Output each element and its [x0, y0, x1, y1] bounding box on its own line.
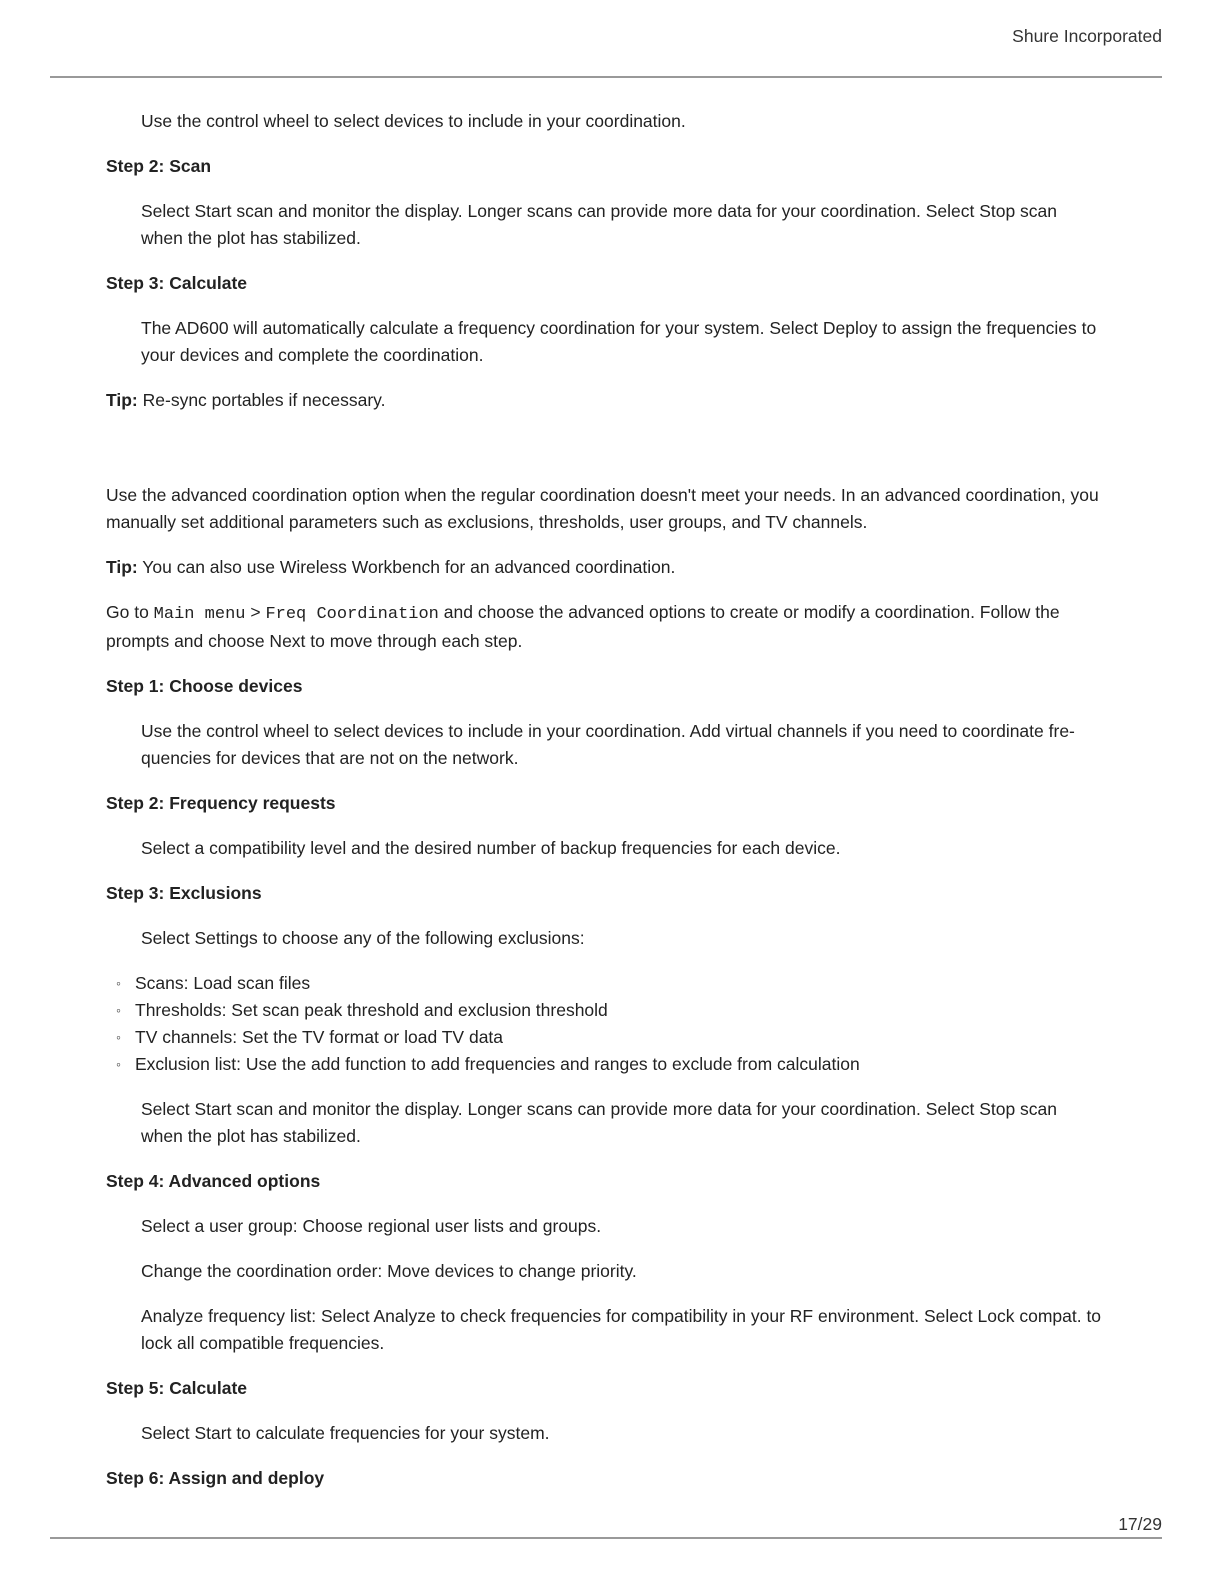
bullet-circle-icon: ◦ [116, 1056, 121, 1072]
advanced-intro: Use the advanced coordination option when the regular coordination doesn't meet your needs. In an advanced coordination, you manually set additional parameters such as exclusions, thresholds, user groups, and TV channels. [106, 485, 1099, 532]
advanced-step3-text: Select Settings to choose any of the following exclusions: [141, 928, 585, 948]
advanced-goto-instructions [106, 599, 1102, 655]
footer-divider [50, 1537, 1162, 1539]
advanced-step5-heading: Step 5: Calculate [106, 1378, 248, 1398]
regular-select-devices-text: Use the control wheel to select devices to include in your coordination. [141, 111, 686, 131]
menu-path-freq-coordination: Freq Coordination [265, 605, 439, 624]
header-company-name: Shure Incorporated [1012, 26, 1162, 46]
list-item-text: TV channels: Set the TV format or load TV data [135, 1027, 504, 1047]
bullet-circle-icon: ◦ [116, 975, 121, 991]
advanced-step1-heading: Step 1: Choose devices [106, 676, 303, 696]
exclusions-list [106, 970, 1102, 1078]
document-body [106, 108, 1102, 1492]
advanced-step3-heading: Step 3: Exclusions [106, 883, 262, 903]
advanced-step2-text: Select a compatibility level and the desired number of backup frequencies for each device. [141, 838, 841, 858]
page-number: 17/29 [1118, 1514, 1162, 1534]
bullet-circle-icon: ◦ [116, 1002, 121, 1018]
list-item [116, 1024, 1102, 1051]
tip-text: You can also use Wireless Workbench for an advanced coordination. [137, 557, 676, 577]
tip-text: Re-sync portables if necessary. [137, 390, 386, 410]
advanced-step4-heading: Step 4: Advanced options [106, 1171, 321, 1191]
list-item [116, 1051, 1102, 1078]
regular-step2-heading: Step 2: Scan [106, 156, 212, 176]
advanced-step4-analyze: Analyze frequency list: Select Analyze to check frequencies for compatibility in your RF environment. Select Lock compat. to lock all compatible frequencies. [141, 1306, 1102, 1353]
advanced-step2-heading: Step 2: Frequency requests [106, 793, 336, 813]
advanced-step1-text: Use the control wheel to select devices to include in your coordination. Add virtual channels if you need to coordinate fre-quencies for devices that are not on the network. [141, 721, 1075, 768]
regular-step3-text: The AD600 will automatically calculate a frequency coordination for your system. Select Deploy to assign the frequencies to your devices and complete the coordination. [141, 318, 1097, 365]
advanced-tip [106, 554, 1102, 581]
advanced-step3-scan-text: Select Start scan and monitor the display. Longer scans can provide more data for your coordination. Select Stop scan when the plot has stabilized. [141, 1099, 1058, 1146]
regular-step3-heading: Step 3: Calculate [106, 273, 248, 293]
goto-prefix: Go to [106, 602, 154, 622]
goto-suffix: and choose the advanced options to create or modify a coordination. Follow the prompts and choose Next to move through each step. [106, 602, 1060, 651]
list-item-text: Scans: Load scan files [135, 973, 311, 993]
bullet-circle-icon: ◦ [116, 1029, 121, 1045]
tip-label: Tip: [106, 557, 138, 577]
regular-tip [106, 387, 1102, 414]
menu-path-separator: > [245, 602, 266, 622]
advanced-step5-text: Select Start to calculate frequencies for your system. [141, 1423, 550, 1443]
menu-path-main-menu: Main menu [153, 605, 246, 624]
advanced-step4-user-group: Select a user group: Choose regional user lists and groups. [141, 1216, 602, 1236]
regular-step2-text: Select Start scan and monitor the display. Longer scans can provide more data for your coordination. Select Stop scan when the plot has stabilized. [141, 201, 1058, 248]
list-item [116, 970, 1102, 997]
tip-label: Tip: [106, 390, 138, 410]
list-item-text: Exclusion list: Use the add function to add frequencies and ranges to exclude from calculation [135, 1054, 860, 1074]
list-item-text: Thresholds: Set scan peak threshold and exclusion threshold [135, 1000, 608, 1020]
advanced-step6-heading: Step 6: Assign and deploy [106, 1468, 325, 1488]
advanced-step4-order: Change the coordination order: Move devices to change priority. [141, 1261, 637, 1281]
list-item [116, 997, 1102, 1024]
header-divider [50, 76, 1162, 78]
